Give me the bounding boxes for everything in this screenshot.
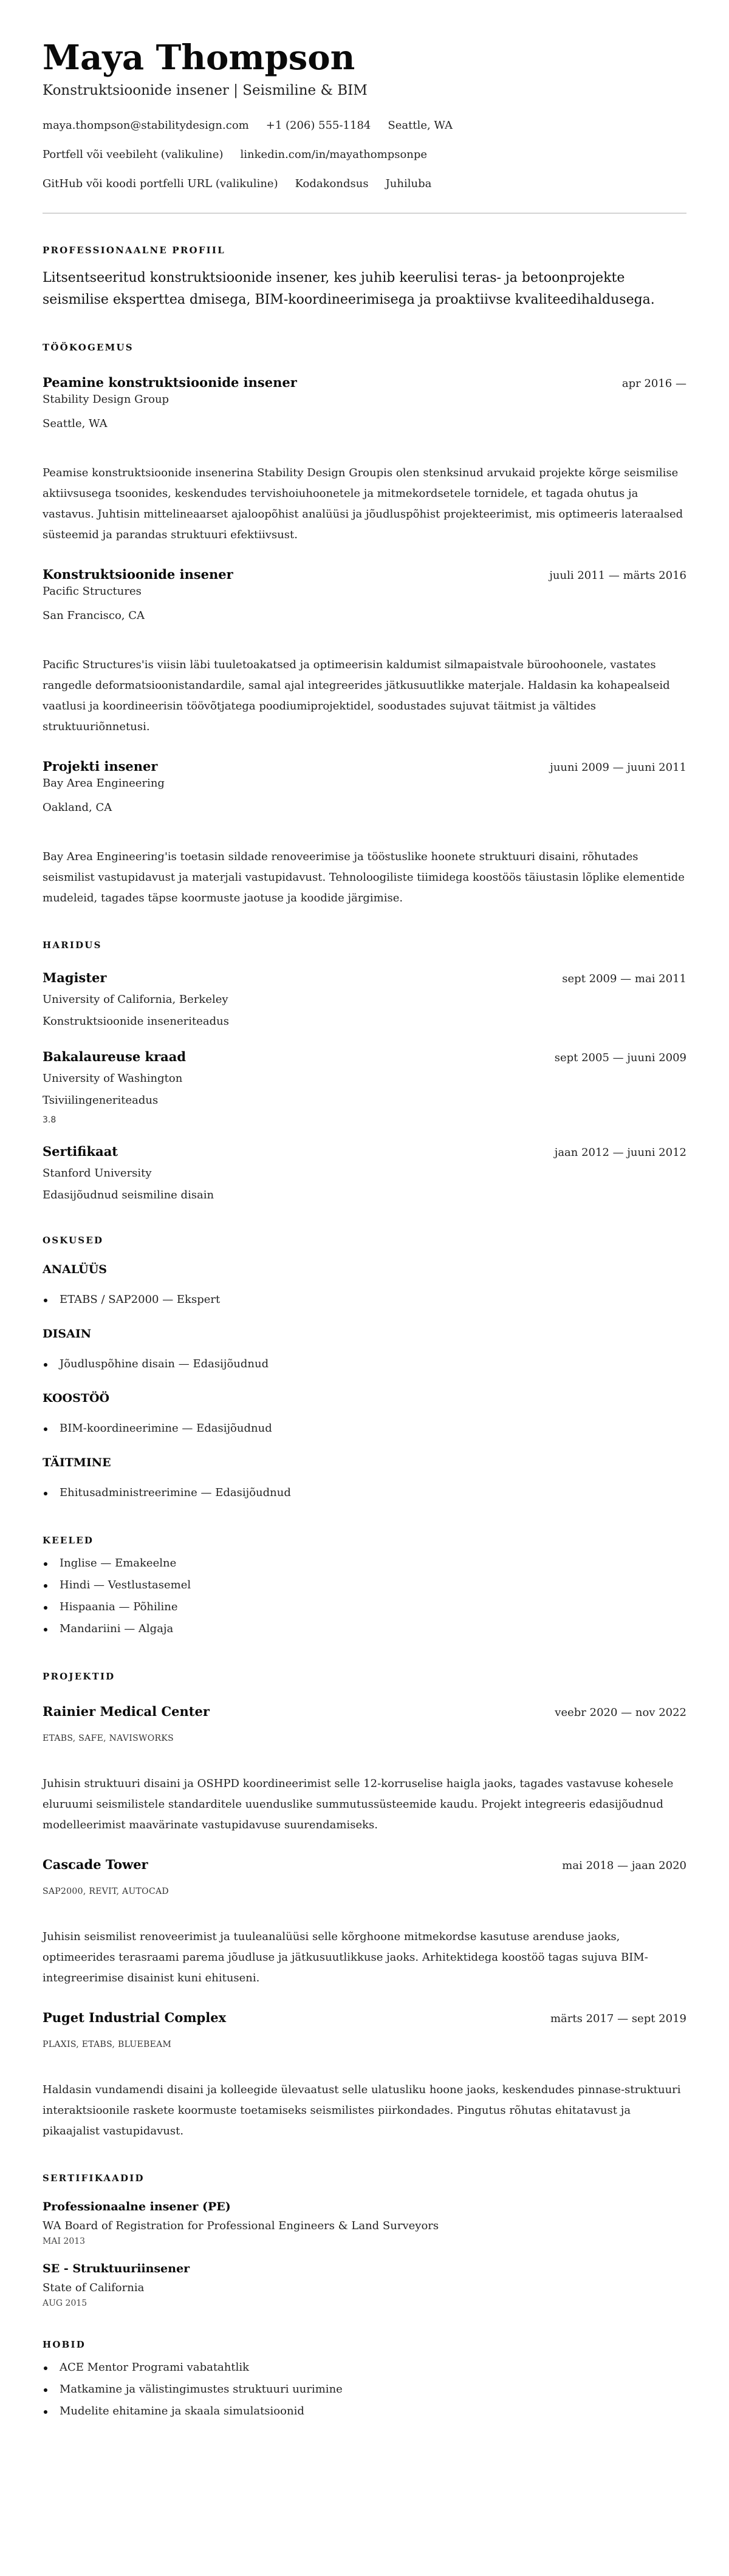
certification-name: Professionaalne insener (PE) xyxy=(43,2200,231,2213)
project-name: Rainier Medical Center xyxy=(43,1704,210,1719)
job-company: Pacific Structures xyxy=(43,585,142,598)
section-title-languages: KEELED xyxy=(43,1535,94,1546)
education-entry xyxy=(43,1048,686,1125)
skill-group xyxy=(43,1455,686,1504)
hobbies-section xyxy=(43,2339,686,2422)
job-dates: juuni 2009 — juuni 2011 xyxy=(550,761,686,774)
job-title: Projekti insener xyxy=(43,759,158,774)
skill-item: ETABS / SAP2000 — Ekspert xyxy=(43,1289,686,1311)
certification-entry xyxy=(43,2261,686,2308)
section-title-experience: TÖÖKOGEMUS xyxy=(43,342,134,353)
projects-section xyxy=(43,1670,686,2142)
job-description: Pacific Structures'is viisin läbi tuuletoakatsed ja optimeerisin kaldumist silmapaistvale büroohoonele, vastates rangedle deformatsioonistandardile, samal ajal integreerides jätkusuutlikke materjale. Haldasin ka kohapealseid vaatlusi ja koordineerisin töövõtjatega poodiumiprojektidel, soodustades sujuvat täitmist ja vältides struktuuriõnnetusi. xyxy=(43,658,670,733)
phone-number[interactable]: +1 (206) 555-1184 xyxy=(265,119,371,132)
contact-line-1 xyxy=(43,118,686,134)
project-description: Haldasin vundamendi disaini ja kolleegide ülevaatust selle ulatusliku hoone jaoks, keskendudes pinnase-struktuuri interaktsioonile raskete koormuste toetamiseks seismilistes piirkondades. Pingutus rõhutas ehitatavust ja pikaajalist vastupidavust. xyxy=(43,2083,681,2137)
email-link[interactable]: maya.thompson@stabilitydesign.com xyxy=(43,119,249,132)
project-dates: mai 2018 — jaan 2020 xyxy=(562,1859,686,1872)
project-description: Juhisin seismilist renoveerimist ja tuuleanalüüsi selle kõrghoone mitmekordse kasutuse arenduse jaoks, optimeerides terasraami parema jõudluse ja jätkusuutlikkuse jaoks. Arhitektidega koostöö tagas sujuva BIM-integreerimise disainist kuni ehituseni. xyxy=(43,1930,648,1984)
project-dates: märts 2017 — sept 2019 xyxy=(550,2012,686,2025)
project-dates: veebr 2020 — nov 2022 xyxy=(555,1706,686,1719)
skill-group xyxy=(43,1391,686,1440)
section-title-projects: PROJEKTID xyxy=(43,1671,115,1682)
section-title-profile: PROFESSIONAALNE PROFIIL xyxy=(43,245,225,256)
skills-section xyxy=(43,1234,686,1504)
language-item: Hispaania — Põhiline xyxy=(43,1596,686,1618)
education-dates: sept 2009 — mai 2011 xyxy=(562,972,686,985)
skill-item: Jõudluspõhine disain — Edasijõudnud xyxy=(43,1353,686,1375)
education-section xyxy=(43,939,686,1204)
linkedin-link[interactable]: linkedin.com/in/mayathompsonpe xyxy=(240,148,428,161)
language-item: Inglise — Emakeelne xyxy=(43,1553,686,1574)
certifications-section xyxy=(43,2172,686,2308)
experience-entry xyxy=(43,758,686,909)
skill-group xyxy=(43,1262,686,1311)
job-dates: juuli 2011 — märts 2016 xyxy=(549,569,686,582)
skill-group-title: TÄITMINE xyxy=(43,1456,111,1469)
certification-entry xyxy=(43,2199,686,2246)
experience-entry xyxy=(43,566,686,737)
experience-entry xyxy=(43,374,686,545)
field-of-study: Konstruktsioonide inseneriteadus xyxy=(43,1015,229,1028)
project-tools: PLAXIS, ETABS, BLUEBEAM xyxy=(43,2040,172,2049)
resume-header xyxy=(43,36,686,192)
section-title-certifications: SERTIFIKAADID xyxy=(43,2173,145,2184)
hobby-item: Matkamine ja välistingimustes struktuuri uurimine xyxy=(43,2379,686,2400)
job-company: Bay Area Engineering xyxy=(43,777,165,790)
citizenship: Kodakondsus xyxy=(295,177,369,190)
section-title-skills: OSKUSED xyxy=(43,1235,104,1246)
job-location: Seattle, WA xyxy=(43,417,108,430)
certification-issuer: State of California xyxy=(43,2281,145,2294)
skill-group-title: ANALÜÜS xyxy=(43,1263,108,1276)
section-title-education: HARIDUS xyxy=(43,940,102,951)
education-dates: sept 2005 — juuni 2009 xyxy=(554,1051,686,1064)
languages-section xyxy=(43,1534,686,1640)
hobby-item: Mudelite ehitamine ja skaala simulatsioonid xyxy=(43,2400,686,2422)
certification-date: AUG 2015 xyxy=(43,2298,87,2308)
skill-group-title: KOOSTÖÖ xyxy=(43,1392,110,1405)
certification-name: SE - Struktuuriinsener xyxy=(43,2262,190,2275)
skill-item: Ehitusadministreerimine — Edasijõudnud xyxy=(43,1482,686,1504)
project-entry xyxy=(43,1703,686,1836)
section-title-hobbies: HOBID xyxy=(43,2339,86,2350)
education-entry xyxy=(43,969,686,1030)
certification-issuer: WA Board of Registration for Professional Engineers & Land Surveyors xyxy=(43,2219,439,2232)
education-entry xyxy=(43,1143,686,1204)
education-dates: jaan 2012 — juuni 2012 xyxy=(554,1146,686,1159)
job-location: San Francisco, CA xyxy=(43,609,145,622)
candidate-name: Maya Thompson xyxy=(43,38,355,78)
contact-line-3 xyxy=(43,176,686,192)
job-description: Peamise konstruktsioonide insenerina Stability Design Groupis olen stenksinud arvukaid projekte kõrge seismilise aktiivsusega tsoonides, keskendudes tervishoiuhoonetele ja mitmekordsetele tornidele, et tagada ohutus ja vastavus. Juhtisin mittelineaarset ajaloopõhist analüüsi ja jõudluspõhist projekteerimist, mis optimeeris lateraalsed süsteemid ja parandas struktuuri efektiivsust. xyxy=(43,466,683,541)
job-title: Konstruktsioonide insener xyxy=(43,567,233,582)
profile-summary: Litsentseeritud konstruktsioonide insener, kes juhib keerulisi teras- ja betoonprojekte seismilise eksperttea dmisega, BIM-koordineerimisega ja proaktiivse kvaliteedihaldusega. xyxy=(43,270,655,307)
job-company: Stability Design Group xyxy=(43,393,169,406)
school-name: Stanford University xyxy=(43,1167,152,1180)
header-divider xyxy=(43,213,686,214)
drivers-license: Juhiluba xyxy=(385,177,432,190)
field-of-study: Edasijõudnud seismiline disain xyxy=(43,1189,214,1201)
skill-group xyxy=(43,1327,686,1375)
degree: Sertifikaat xyxy=(43,1144,118,1159)
project-name: Puget Industrial Complex xyxy=(43,2010,227,2025)
field-of-study: Tsiviilingeneriteadus xyxy=(43,1094,159,1107)
job-title: Peamine konstruktsioonide insener xyxy=(43,375,297,390)
location: Seattle, WA xyxy=(388,119,453,132)
language-item: Mandariini — Algaja xyxy=(43,1618,686,1640)
project-tools: SAP2000, REVIT, AUTOCAD xyxy=(43,1887,169,1896)
portfolio-link[interactable]: Portfell või veebileht (valikuline) xyxy=(43,148,224,161)
project-entry xyxy=(43,2009,686,2142)
job-description: Bay Area Engineering'is toetasin sildade renoveerimise ja tööstuslike hoonete struktuuri disaini, rõhutades seismilist vastupidavust ja materjali vastupidavust. Tehnoloogiliste tiimidega koostöös täiustasin lõplike elementide mudeleid, tagades täpse koormuste jaotuse ja koodide järgimise. xyxy=(43,850,685,904)
project-entry xyxy=(43,1856,686,1989)
certification-date: MAI 2013 xyxy=(43,2236,86,2246)
profile-section xyxy=(43,244,686,311)
degree: Magister xyxy=(43,970,107,985)
job-dates: apr 2016 — xyxy=(621,377,686,390)
school-name: University of Washington xyxy=(43,1072,183,1085)
school-name: University of California, Berkeley xyxy=(43,993,228,1006)
degree: Bakalaureuse kraad xyxy=(43,1049,187,1064)
project-description: Juhisin struktuuri disaini ja OSHPD koordineerimist selle 12-korruselise haigla jaoks, tagades vastavuse kohesele eluruumi seismilistele standarditele uuenduslike summutussüsteemide kaudu. Projekt integreeris edasijõudnud modelleerimist maavärinate vastupidavuse suurendamiseks. xyxy=(43,1777,674,1831)
skill-group-title: DISAIN xyxy=(43,1327,92,1341)
experience-section xyxy=(43,341,686,909)
contact-line-2 xyxy=(43,147,686,163)
project-tools: ETABS, SAFE, NAVISWORKS xyxy=(43,1734,174,1743)
github-link[interactable]: GitHub või koodi portfelli URL (valikuline) xyxy=(43,177,278,190)
candidate-tagline: Konstruktsioonide insener | Seismiline & BIM xyxy=(43,83,368,98)
hobby-item: ACE Mentor Programi vabatahtlik xyxy=(43,2357,686,2379)
skill-item: BIM-koordineerimine — Edasijõudnud xyxy=(43,1418,686,1440)
language-item: Hindi — Vestlustasemel xyxy=(43,1574,686,1596)
project-name: Cascade Tower xyxy=(43,1857,148,1872)
gpa: 3.8 xyxy=(43,1115,56,1125)
job-location: Oakland, CA xyxy=(43,801,112,814)
